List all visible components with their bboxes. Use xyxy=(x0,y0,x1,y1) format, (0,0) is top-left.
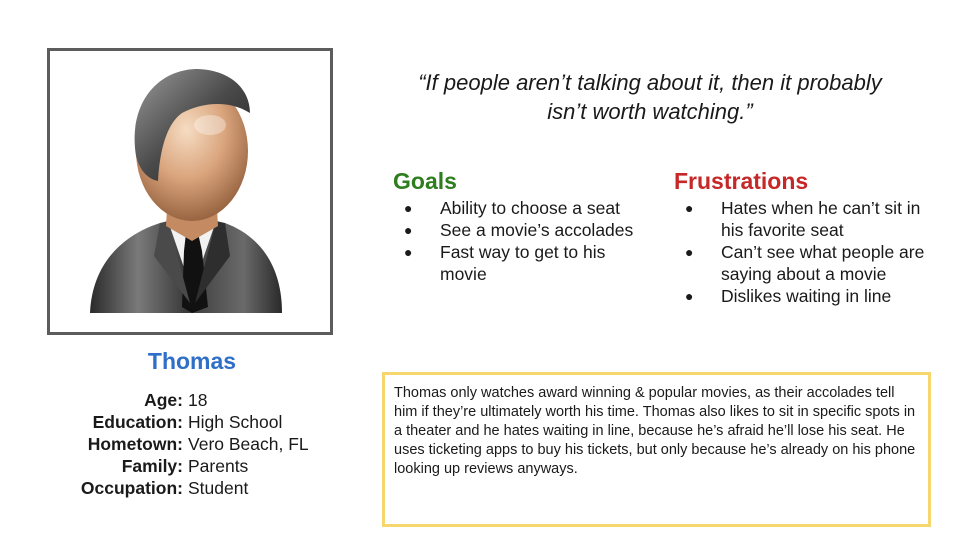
list-item xyxy=(400,241,650,285)
fact-occupation xyxy=(40,477,360,499)
bullet-icon: ● xyxy=(685,244,694,260)
frustration-text: Hates when he can’t sit in his favorite seat xyxy=(721,198,921,240)
list-item xyxy=(681,197,931,241)
bullet-icon: ● xyxy=(404,244,413,260)
fact-value: Parents xyxy=(188,456,249,476)
fact-value: Vero Beach, FL xyxy=(188,434,309,454)
persona-bio: Thomas only watches award winning & popular movies, as their accolades tell him if they’re ultimately worth his time. Thomas also likes to sit in specific spots in a theater and he hates waiting in line, because he’s afraid he’ll lose his seat. He uses ticketing apps to buy his tickets, but only because he’s already on his phone looking up reviews anyways. xyxy=(382,372,931,527)
fact-hometown xyxy=(40,433,360,455)
bullet-icon: ● xyxy=(685,200,694,216)
bullet-icon: ● xyxy=(685,288,694,304)
bullet-icon: ● xyxy=(404,222,413,238)
fact-label: Family: xyxy=(121,456,183,476)
fact-value: Student xyxy=(188,478,249,498)
bullet-icon: ● xyxy=(404,200,413,216)
fact-value: High School xyxy=(188,412,283,432)
goals-heading: Goals xyxy=(393,168,457,194)
goals-list xyxy=(400,197,650,285)
persona-photo xyxy=(47,48,333,335)
fact-label: Age: xyxy=(144,390,183,410)
goal-text: Fast way to get to his movie xyxy=(440,242,606,284)
persona-name: Thomas xyxy=(147,348,237,374)
persona-facts xyxy=(40,389,360,499)
frustration-text: Dislikes waiting in line xyxy=(721,286,892,306)
frustrations-heading: Frustrations xyxy=(674,168,809,194)
fact-label: Occupation: xyxy=(80,478,183,498)
goal-text: See a movie’s accolades xyxy=(440,220,634,240)
business-man-avatar-icon xyxy=(50,51,330,332)
fact-education xyxy=(40,411,360,433)
frustrations-list xyxy=(681,197,931,307)
list-item xyxy=(400,219,650,241)
list-item xyxy=(681,285,931,307)
fact-label: Hometown: xyxy=(87,434,183,454)
fact-age xyxy=(40,389,360,411)
persona-quote: “If people aren’t talking about it, then it probably isn’t worth watching.” xyxy=(418,70,882,124)
goal-text: Ability to choose a seat xyxy=(440,198,620,218)
fact-value: 18 xyxy=(188,390,208,410)
frustration-text: Can’t see what people are saying about a movie xyxy=(721,242,925,284)
fact-family xyxy=(40,455,360,477)
fact-label: Education: xyxy=(92,412,183,432)
list-item xyxy=(681,241,931,285)
list-item xyxy=(400,197,650,219)
